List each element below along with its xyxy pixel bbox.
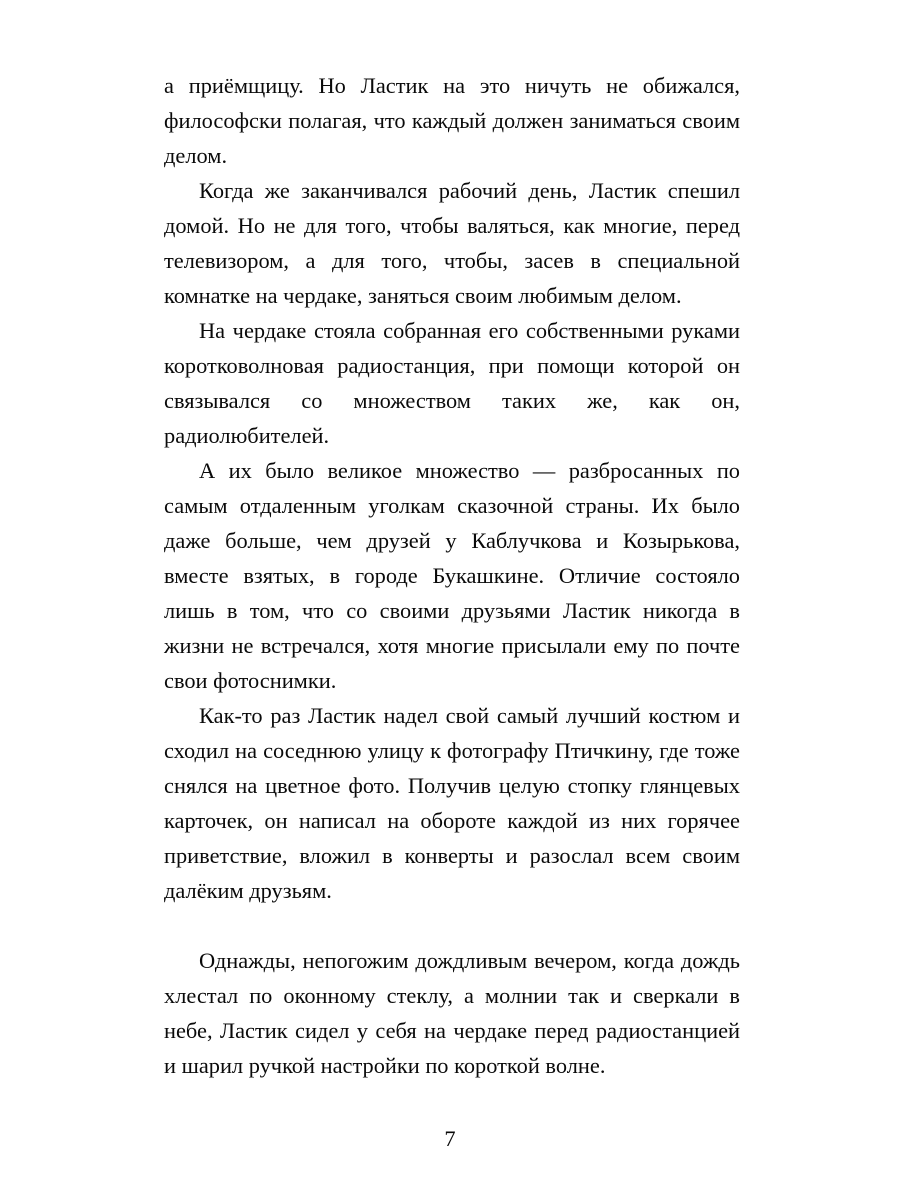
paragraph-4: А их было великое множество — разбросанных по самым отдаленным уголкам сказочной страны. Их было даже больше, чем друзей у Каблучкова и Козырькова, вместе взятых, в городе Букашкине. Отличие состояло лишь в том, что со своими друзьями Ластик никогда в жизни не встречался, хотя многие присылали ему по почте свои фотоснимки. [164, 458, 740, 693]
paragraph-5: Как-то раз Ластик надел свой самый лучший костюм и сходил на соседнюю улицу к фотографу Птичкину, где тоже снялся на цветное фото. Получив целую стопку глянцевых карточек, он написал на обороте каждой из них горячее приветствие, вложил в конверты и разослал всем своим далёким друзьям. [164, 703, 740, 903]
paragraph-2: Когда же заканчивался рабочий день, Ластик спешил домой. Но не для того, чтобы валяться, как многие, перед телевизором, а для того, чтобы, засев в специальной комнатке на чердаке, заняться своим любимым делом. [164, 178, 740, 308]
page-number: 7 [444, 1126, 456, 1151]
paragraph-6: Однажды, непогожим дождливым вечером, когда дождь хлестал по оконному стеклу, а молнии так и сверкали в небе, Ластик сидел у себя на чердаке перед радиостанцией и шарил ручкой настройки по короткой волне. [164, 948, 740, 1078]
page-text-block [164, 68, 740, 1083]
paragraph-1: а приёмщицу. Но Ластик на это ничуть не обижался, философски полагая, что каждый должен заниматься своим делом. [164, 73, 740, 168]
paragraph-3: На чердаке стояла собранная его собственными руками коротковолновая радиостанция, при помощи которой он связывался со множеством таких же, как он, радиолюбителей. [164, 318, 740, 448]
